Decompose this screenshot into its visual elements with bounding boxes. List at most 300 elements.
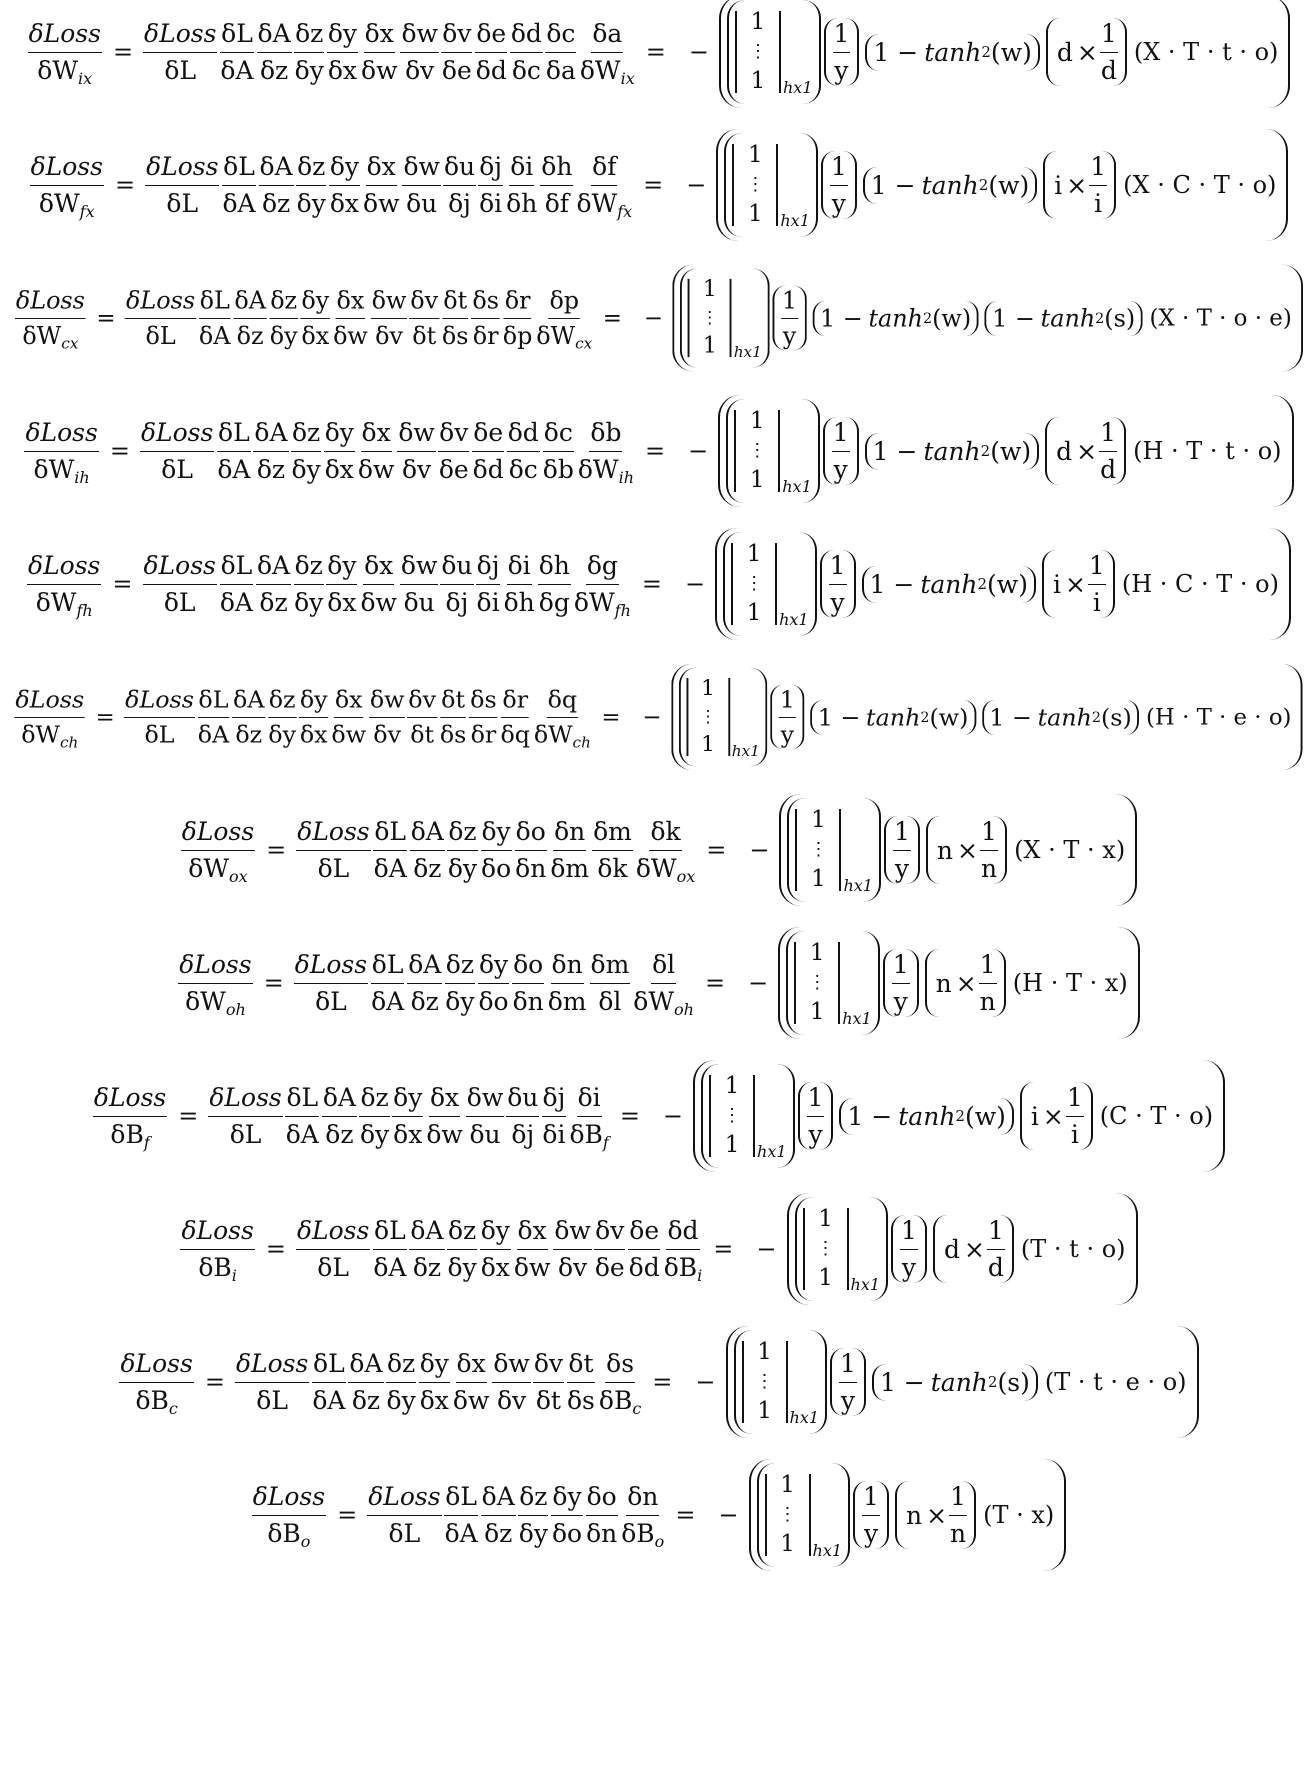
chain-fraction-numerator (408, 685, 438, 718)
chain-fraction-numerator (480, 1215, 511, 1249)
variable: n (980, 853, 998, 883)
chain-fraction (400, 18, 438, 86)
denominator-text: δy (445, 986, 475, 1016)
vector-entry-bottom: 1 (746, 599, 762, 626)
chain-fraction-denominator (503, 585, 536, 618)
chain-fraction-denominator (300, 318, 330, 350)
vector-entry-bottom: 1 (818, 1264, 833, 1291)
chain-fraction-numerator (386, 1348, 416, 1382)
equals-sign: = (263, 969, 284, 997)
numerator-text: δd (507, 418, 539, 448)
numerator-text: δL (445, 1482, 477, 1512)
chain-fraction (533, 685, 592, 749)
vector-dimension: hx1 (850, 1275, 881, 1294)
denominator-text: δo (481, 853, 512, 883)
denominator-text: δp (502, 321, 533, 350)
numerator (839, 1348, 857, 1382)
vector-dimension: hx1 (779, 610, 809, 629)
one-minus: 1 − (992, 304, 1035, 332)
one-minus: 1 − (819, 304, 863, 332)
numerator-text: δA (259, 152, 293, 182)
denominator-text: δy (518, 1518, 548, 1548)
numerator-text: δt (443, 286, 468, 315)
chain-fraction-numerator (143, 18, 217, 52)
chain-fraction-numerator (476, 550, 501, 584)
chain-fraction-denominator (533, 717, 592, 749)
chain-fraction-denominator (444, 984, 475, 1017)
elementwise-product-term: (H · C · T · o) (1121, 570, 1279, 598)
vector-dots: ⋮ (723, 1105, 742, 1127)
chain-fraction-denominator (163, 53, 197, 86)
chain-fraction (620, 1481, 665, 1549)
denominator-text: δx (480, 1252, 510, 1282)
ones-vector-group (795, 1197, 889, 1301)
numerator-text: δL (223, 152, 255, 182)
vector-entry-top: 1 (809, 940, 825, 966)
numerator-text: δr (504, 286, 531, 315)
chain-fraction (553, 1215, 591, 1283)
chain-fraction-denominator (285, 1117, 320, 1150)
minus-sign: − (718, 1501, 739, 1529)
vector-dimension: hx1 (843, 876, 873, 895)
numerator-text: δLoss (143, 551, 216, 581)
chain-fraction (540, 151, 573, 219)
close-paren: ) (1122, 703, 1133, 731)
tanh-argument: w (996, 569, 1019, 599)
open-paren: ( (990, 37, 1001, 67)
chain-fraction (331, 685, 368, 749)
denominator-text: δA (198, 720, 230, 748)
tanh-function: tanh (923, 436, 981, 466)
chain-rule-product (142, 18, 637, 86)
numerator-text: δz (519, 1482, 548, 1512)
ones-vector (686, 676, 761, 760)
chain-fraction-numerator (199, 286, 231, 319)
denominator-text: δl (598, 986, 622, 1016)
chain-fraction-denominator (447, 186, 472, 219)
equals-sign: = (266, 836, 287, 864)
chain-fraction-numerator (334, 685, 364, 718)
numerator-text: δn (627, 1482, 659, 1512)
denominator-text: δA (220, 55, 254, 85)
denominator-subscript: ih (618, 467, 635, 487)
numerator-text: δy (393, 1083, 423, 1113)
chain-fraction-denominator (544, 186, 570, 219)
chain-fraction-numerator (470, 685, 498, 718)
chain-fraction-denominator (514, 851, 547, 884)
one: 1 (1100, 418, 1117, 448)
chain-fraction (590, 949, 631, 1017)
gradient-expression (778, 927, 1140, 1039)
one: 1 (829, 551, 846, 581)
chain-fraction-numerator (324, 417, 355, 451)
numerator-text: δv (442, 19, 472, 49)
numerator (900, 1215, 918, 1249)
open-paren: ( (929, 703, 940, 731)
numerator-text: δy (419, 1349, 449, 1379)
numerator (807, 1082, 825, 1116)
chain-fraction-numerator (567, 1348, 594, 1382)
tanh-function: tanh (921, 170, 979, 200)
equals-sign: = (643, 171, 664, 199)
chain-fraction-denominator (477, 984, 509, 1017)
chain-fraction (472, 417, 505, 485)
chain-fraction-denominator (316, 1250, 350, 1283)
lhs-fraction-denominator (35, 585, 94, 618)
chain-fraction (452, 1348, 490, 1416)
chain-fraction-denominator (419, 1383, 450, 1416)
chain-fraction-denominator (388, 1516, 422, 1549)
equals-sign: = (641, 570, 662, 598)
vector-entry-bottom: 1 (780, 1530, 795, 1557)
vector-dots: ⋮ (755, 1371, 774, 1393)
minus-sign: − (684, 570, 706, 598)
chain-fraction-denominator (441, 318, 470, 350)
numerator-text: δz (360, 1083, 389, 1113)
chain-fraction (507, 417, 540, 485)
chain-fraction-denominator (299, 717, 329, 749)
chain-fraction-denominator (541, 1117, 566, 1150)
chain-fraction-denominator (198, 318, 231, 350)
minus-sign: − (756, 1235, 777, 1263)
elementwise-product-term: (T · t · e · o) (1044, 1368, 1187, 1396)
reciprocal (1066, 1082, 1084, 1150)
numerator-text: δA (322, 1083, 356, 1113)
chain-fraction-denominator (542, 452, 575, 485)
elementwise-product-term: (T · t · o) (1020, 1235, 1126, 1263)
denominator-text: δW (633, 986, 675, 1016)
variable: d (1100, 55, 1117, 85)
var-times-reciprocal-term (1020, 1082, 1093, 1150)
gradient-expression (716, 129, 1288, 241)
chain-fraction-denominator (412, 851, 442, 884)
lhs-fraction-numerator (178, 949, 252, 983)
denominator-text: δn (515, 853, 547, 883)
chain-fraction-numerator (329, 151, 360, 185)
equals-sign: = (96, 304, 116, 332)
chain-fraction (441, 286, 470, 350)
numerator-text: δLoss (296, 1216, 370, 1246)
denominator-text: δd (475, 55, 507, 85)
one-minus: 1 − (869, 569, 915, 599)
one-over-y (798, 1082, 834, 1150)
chain-fraction-numerator (553, 1215, 591, 1249)
numerator-text: δg (586, 551, 618, 581)
chain-fraction (392, 1082, 423, 1150)
chain-fraction-numerator (269, 286, 298, 319)
chain-fraction-denominator (314, 984, 348, 1017)
denominator-text: δL (163, 587, 196, 617)
times-sign: × (1076, 37, 1098, 67)
lhs-fraction-numerator (24, 417, 98, 451)
chain-fraction-denominator (410, 984, 440, 1017)
denominator-text: δw (331, 720, 367, 748)
numerator-text: δy (481, 817, 511, 847)
chain-rule-product (366, 1481, 666, 1549)
chain-fraction-numerator (441, 685, 467, 718)
chain-fraction-numerator (409, 1215, 444, 1249)
chain-fraction-numerator (471, 286, 500, 319)
lhs-fraction-denominator (187, 851, 248, 884)
numerator-text: δLoss (120, 1349, 193, 1379)
chain-rule-product (139, 417, 636, 485)
chain-fraction-numerator (542, 1082, 567, 1116)
chain-fraction (233, 286, 266, 350)
numerator (862, 1481, 880, 1515)
chain-fraction-denominator (291, 452, 322, 485)
numerator-text: δA (408, 950, 442, 980)
tanh-argument: w (999, 436, 1022, 466)
variable: i (1094, 188, 1103, 218)
numerator-text: δq (547, 685, 578, 714)
numerator-text: δLoss (28, 19, 101, 49)
chain-fraction-denominator (359, 1117, 390, 1150)
chain-fraction (541, 1082, 566, 1150)
lhs-fraction-numerator (181, 816, 255, 850)
denominator-text: δy (291, 454, 321, 484)
numerator-text: δe (629, 1216, 660, 1246)
numerator-text: δr (502, 685, 529, 714)
chain-fraction (311, 1348, 346, 1416)
denominator-text: δw (363, 188, 400, 218)
denominator-text: δW (536, 321, 576, 350)
numerator-text: δj (476, 551, 500, 581)
denominator-text: δL (317, 853, 350, 883)
denominator (949, 1516, 967, 1549)
numerator (833, 18, 851, 52)
numerator-text: δLoss (181, 1216, 254, 1246)
denominator-text: δy (294, 55, 324, 85)
chain-fraction (551, 1481, 583, 1549)
numerator-text: δy (552, 1482, 582, 1512)
one-minus: 1 − (818, 703, 861, 731)
numerator (1088, 550, 1106, 584)
chain-fraction-denominator (577, 452, 635, 485)
chain-fraction-numerator (232, 685, 265, 718)
chain-fraction-numerator (285, 1082, 319, 1116)
gradient-expression (787, 1193, 1138, 1305)
chain-fraction (253, 417, 288, 485)
numerator-text: δu (441, 551, 473, 581)
numerator-text: δy (300, 685, 328, 714)
equation (26, 0, 1291, 108)
vector-dimension: hx1 (789, 1408, 820, 1427)
chain-fraction (125, 685, 196, 749)
denominator-subscript: ox (676, 866, 696, 886)
chain-fraction-denominator (255, 1383, 289, 1416)
equation (91, 1060, 1225, 1172)
chain-fraction-numerator (594, 1215, 625, 1249)
denominator-text: δt (535, 1385, 561, 1415)
denominator-text: δf (544, 188, 570, 218)
chain-fraction-denominator (566, 1383, 596, 1416)
denominator-text: δc (511, 55, 541, 85)
numerator-text: δL (374, 817, 407, 847)
chain-fraction-denominator (392, 1117, 423, 1150)
numerator-text: δn (554, 817, 586, 847)
numerator-text: δLoss (28, 551, 101, 581)
chain-fraction (513, 1215, 551, 1283)
chain-fraction-denominator (585, 1516, 618, 1549)
variable: i (1054, 170, 1063, 200)
chain-fraction (514, 816, 547, 884)
chain-fraction-numerator (335, 286, 365, 319)
denominator-text: δq (500, 720, 531, 748)
chain-fraction (269, 286, 299, 350)
denominator-text: δe (438, 454, 469, 484)
var-times-reciprocal-term (895, 1481, 976, 1549)
numerator-text: δz (295, 19, 324, 49)
gradient-expression (718, 395, 1293, 507)
chain-fraction (329, 151, 360, 219)
denominator-text: δL (164, 55, 197, 85)
chain-fraction (324, 417, 355, 485)
one: 1 (987, 1216, 1004, 1246)
lhs-fraction (180, 1215, 254, 1283)
chain-fraction-numerator (143, 550, 217, 584)
minus-sign: − (643, 304, 663, 332)
denominator-text: δB (621, 1518, 655, 1548)
numerator-text: δL (218, 418, 250, 448)
chain-fraction-numerator (506, 1082, 539, 1116)
vector-entry-bottom: 1 (811, 865, 826, 892)
chain-fraction (216, 417, 251, 485)
denominator-text: δu (403, 587, 435, 617)
vector-entry-bottom: 1 (757, 1397, 772, 1424)
one-minus: 1 − (872, 436, 918, 466)
chain-fraction-denominator (235, 717, 264, 749)
chain-fraction-denominator (518, 1516, 549, 1549)
numerator (829, 550, 847, 584)
numerator-text: δy (324, 418, 354, 448)
chain-fraction-denominator (444, 1516, 479, 1549)
numerator-text: δz (448, 817, 477, 847)
lhs-fraction (178, 949, 252, 1017)
one: 1 (830, 152, 847, 182)
denominator-text: δA (371, 986, 405, 1016)
vector-entry-top: 1 (702, 276, 717, 302)
numerator-text: δA (233, 685, 265, 714)
chain-fraction (568, 1082, 609, 1150)
chain-fraction (443, 151, 476, 219)
one: 1 (950, 1482, 967, 1512)
one: 1 (1088, 551, 1105, 581)
chain-fraction-denominator (468, 1117, 501, 1150)
var-times-reciprocal-term (1042, 550, 1115, 618)
denominator (807, 1117, 823, 1150)
chain-fraction-denominator (547, 984, 588, 1017)
chain-fraction (444, 1481, 479, 1549)
reciprocal-y (779, 685, 796, 749)
chain-fraction-numerator (666, 1215, 699, 1249)
numerator-text: δw (371, 286, 407, 315)
chain-fraction-denominator (144, 318, 176, 350)
numerator-text: δd (667, 1216, 699, 1246)
ones-vector (803, 1206, 881, 1294)
numerator-text: δe (473, 418, 504, 448)
numerator-text: δLoss (25, 418, 98, 448)
chain-fraction (438, 417, 470, 485)
numerator-text: δx (364, 551, 394, 581)
chain-fraction (327, 18, 358, 86)
numerator-text: δs (472, 286, 499, 315)
gradient-expression (726, 1326, 1199, 1438)
equals-sign: = (112, 570, 133, 598)
var-times-reciprocal-term (1045, 417, 1126, 485)
numerator (779, 685, 796, 718)
denominator-text: δL (315, 986, 347, 1016)
one-minus: 1 − (847, 1101, 893, 1131)
chain-fraction-numerator (447, 1215, 477, 1249)
chain-fraction-denominator (372, 1250, 407, 1283)
equation (176, 927, 1140, 1039)
ones-vector-group (786, 931, 880, 1035)
denominator-text: δW (188, 853, 230, 883)
numerator-text: δj (542, 1083, 566, 1113)
one-over-y (853, 1481, 889, 1549)
numerator-text: δLoss (235, 1349, 309, 1379)
chain-fraction-denominator (441, 53, 473, 86)
chain-fraction-numerator (628, 1215, 660, 1249)
tanh-argument: s (1110, 703, 1123, 731)
chain-fraction-denominator (160, 452, 194, 485)
tanh-argument: w (1000, 37, 1023, 67)
chain-fraction (291, 417, 322, 485)
numerator-text: δw (466, 1083, 504, 1113)
chain-fraction-numerator (492, 1348, 530, 1382)
lhs-fraction (30, 151, 104, 219)
denominator (833, 452, 849, 485)
chain-fraction-denominator (597, 984, 622, 1017)
y-symbol: y (780, 720, 795, 748)
denominator-text: δw (357, 454, 395, 484)
vector-entry-bottom: 1 (809, 998, 825, 1025)
numerator-text: δy (480, 1216, 510, 1246)
gradient-expression (779, 794, 1137, 906)
y-symbol: y (834, 55, 849, 85)
chain-fraction-numerator (577, 1082, 602, 1116)
gradient-expression (719, 0, 1290, 108)
chain-fraction-denominator (258, 585, 288, 618)
open-paren: ( (987, 569, 997, 599)
denominator-subscript: f (143, 1132, 150, 1152)
equals-sign: = (645, 38, 666, 66)
open-paren: ( (990, 436, 1000, 466)
chain-fraction (294, 949, 368, 1017)
equals-sign: = (265, 1235, 286, 1263)
denominator-text: δz (259, 55, 289, 85)
chain-fraction-denominator (551, 1516, 583, 1549)
chain-fraction (478, 151, 503, 219)
denominator-subscript: fx (617, 201, 633, 221)
chain-fraction (506, 1082, 539, 1150)
denominator-subscript: ix (78, 68, 93, 88)
denominator (833, 53, 849, 86)
chain-fraction-numerator (438, 417, 469, 451)
one: 1 (807, 1083, 824, 1113)
equation-row (0, 667, 1316, 767)
ones-vector-group (727, 0, 821, 104)
chain-fraction-denominator (374, 318, 404, 350)
numerator-text: δA (254, 418, 288, 448)
chain-fraction (538, 550, 571, 618)
numerator-text: δx (361, 418, 391, 448)
reciprocal (1088, 550, 1106, 618)
one: 1 (832, 418, 849, 448)
ones-vector-group (724, 133, 818, 237)
chain-fraction (577, 417, 635, 485)
reciprocal (1099, 417, 1117, 485)
